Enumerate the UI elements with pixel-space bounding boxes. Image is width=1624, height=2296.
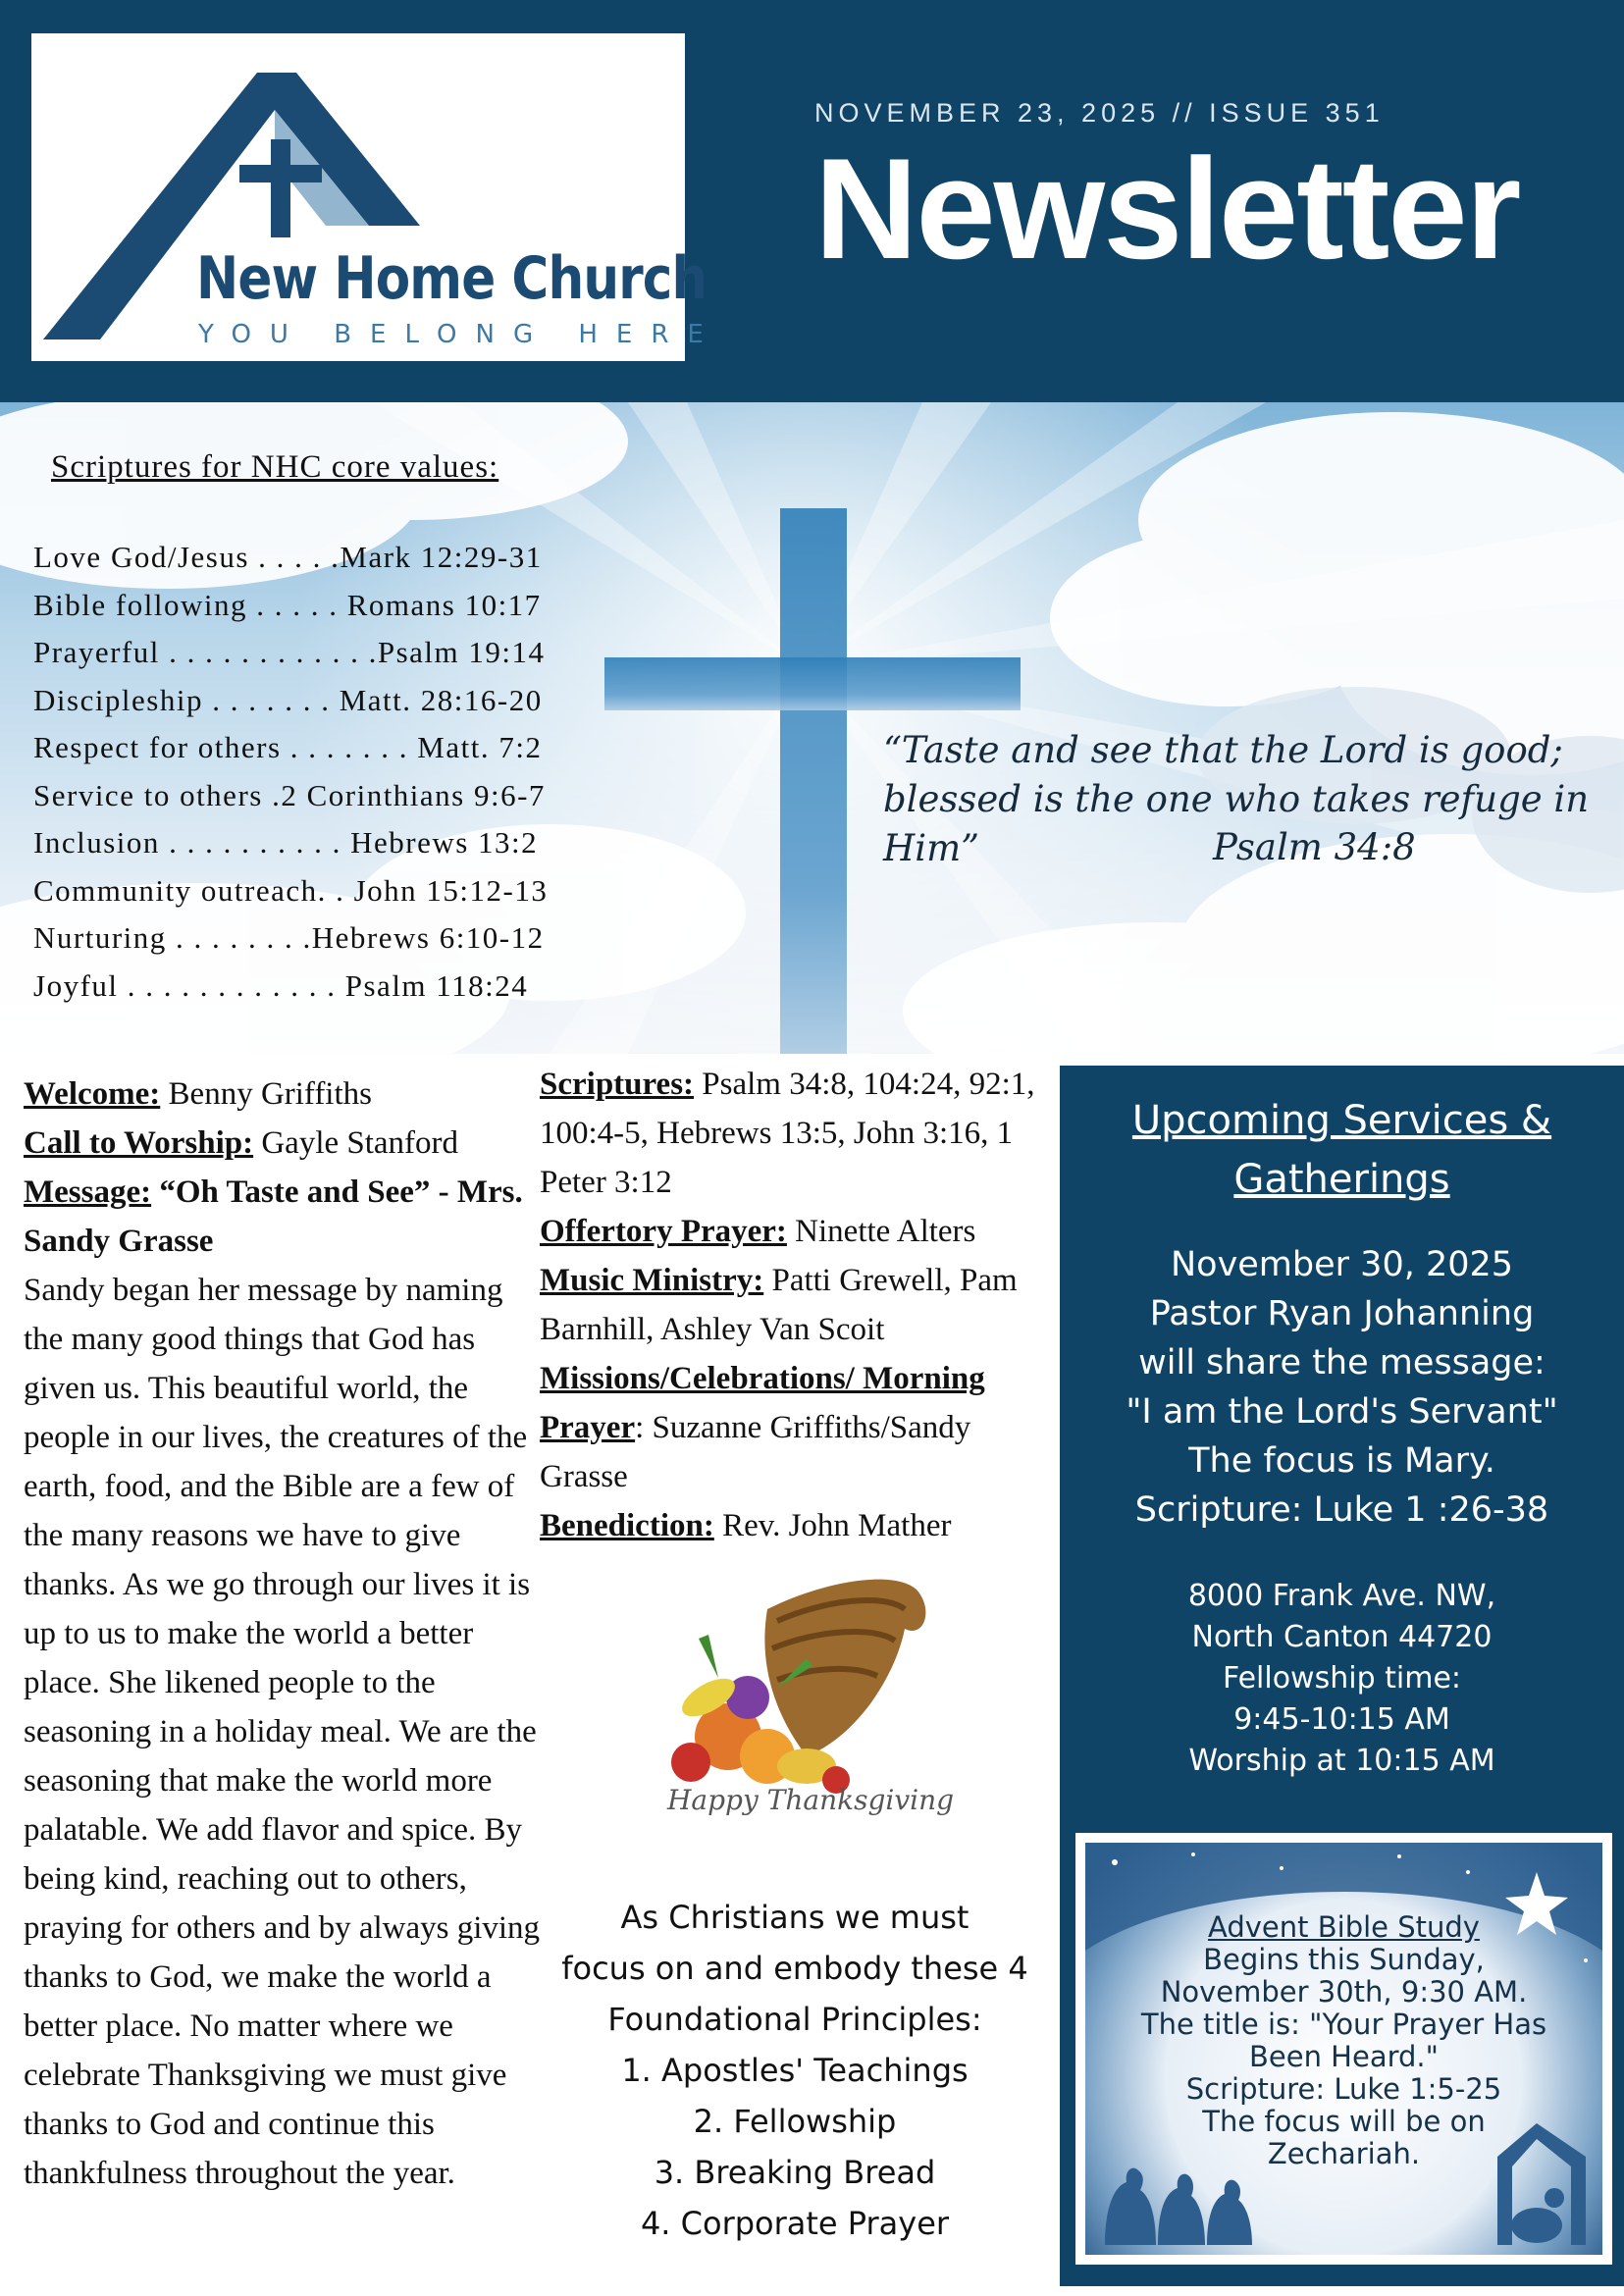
foundational-principles [538,1892,1052,2249]
welcome-label: Welcome: [24,1076,161,1112]
music-ministry-value: Patti Grewell, Pam Barnhill, Ashley Van Scoit [540,1263,1018,1347]
core-values-heading: Scriptures for NHC core values: [51,449,499,485]
church-logo [31,33,722,361]
message-label: Message: [24,1174,152,1210]
benediction-value: Rev. John Mather [713,1508,952,1543]
service-participants-column [540,1060,1050,1550]
welcome-value: Benny Griffiths [160,1076,372,1112]
upcoming-detail-line: will share the message: [1138,1343,1545,1383]
principle-item: 2. Fellowship [693,2103,897,2140]
upcoming-detail-line: Pastor Ryan Johanning [1149,1294,1535,1333]
core-value-item: Community outreach. . John 15:12-13 [33,872,549,908]
message-line [24,1168,544,1266]
core-value-item: Inclusion . . . . . . . . . . Hebrews 13:2 [33,825,539,860]
missions-line [540,1354,1050,1501]
upcoming-service-details [1060,1240,1624,1535]
music-ministry-line [540,1256,1050,1354]
offertory-value: Ninette Alters [786,1214,976,1249]
benediction-line [540,1501,1050,1550]
core-value-item: Love God/Jesus . . . . .Mark 12:29-31 [33,540,543,574]
core-value-item: Prayerful . . . . . . . . . . . .Psalm 19:14 [33,635,546,669]
message-body: Sandy began her message by naming the many good things that God has given us. This beautiful world, the people in our lives, the creatures of the earth, food, and the Bible are a few of the many reasons we have to give thanks. As we go through our lives it is up to us to make the world a better place. She likened people to the seasoning in a holiday meal. We are the seasoning that make the world more palatable. We add flavor and spice. By being kind, reaching out to others, praying for others and by always giving thanks to God, we make the world a better place. No matter where we celebrate Thanksgiving we must give thanks to God and continue this thankfulness throughout the year. [24,1273,541,2191]
offertory-line [540,1207,1050,1256]
address-line: 8000 Frank Ave. NW, [1187,1579,1496,1613]
welcome-line [24,1070,544,1119]
advent-detail-line: November 30th, 9:30 AM. [1160,1975,1528,2009]
scriptures-label: Scriptures: [540,1067,695,1102]
upcoming-services-panel [1060,1066,1624,2286]
core-value-item: Bible following . . . . . Romans 10:17 [33,587,542,622]
newsletter-title: Newsletter [814,129,1520,288]
upcoming-detail-line: November 30, 2025 [1170,1245,1514,1284]
upcoming-detail-line: Scripture: Luke 1 :26-38 [1134,1490,1549,1530]
advent-study-details [1089,1911,1598,2170]
principles-line: Foundational Principles: [607,2001,982,2038]
missions-label: Missions/Celebrations/ Morning Prayer [540,1361,985,1445]
service-summary-column [24,1070,544,2198]
logo-name: New Home Church [196,244,707,313]
masthead [0,0,1624,402]
music-ministry-label: Music Ministry: [540,1263,764,1298]
scriptures-line [540,1060,1050,1207]
advent-bible-study-card [1075,1833,1612,2265]
core-value-item: Service to others .2 Corinthians 9:6-7 [33,777,546,812]
call-to-worship-value: Gayle Stanford [253,1125,459,1161]
benediction-label: Benediction: [540,1508,714,1543]
advent-detail-line: The title is: "Your Prayer Has [1140,2008,1547,2041]
advent-detail-line: Scripture: Luke 1:5-25 [1185,2072,1502,2106]
core-value-item: Joyful . . . . . . . . . . . . Psalm 118:24 [33,967,529,1003]
principle-item: 3. Breaking Bread [654,2154,936,2191]
missions-value: : Suzanne Griffiths/Sandy Grasse [540,1410,971,1494]
core-value-item: Respect for others . . . . . . . Matt. 7:2 [33,730,543,764]
issue-date-line: NOVEMBER 23, 2025 // ISSUE 351 [814,98,1385,128]
upcoming-services-title: Upcoming Services & Gatherings [1131,1098,1552,1202]
advent-study-title: Advent Bible Study [1208,1910,1480,1944]
upcoming-detail-line: "I am the Lord's Servant" [1126,1392,1558,1432]
sky-cross-banner [0,402,1624,1054]
principles-line: As Christians we must [620,1899,969,1936]
address-line: Fellowship time: [1222,1661,1462,1696]
advent-detail-line: The focus will be on [1202,2105,1486,2138]
principles-line: focus on and embody these 4 [561,1950,1028,1987]
call-to-worship-label: Call to Worship: [24,1125,254,1161]
principle-item: 1. Apostles' Teachings [621,2052,969,2089]
core-value-item: Nurturing . . . . . . . .Hebrews 6:10-12 [33,920,545,955]
call-to-worship-line [24,1119,544,1168]
scripture-quote-reference: Psalm 34:8 [1213,826,1416,868]
upcoming-detail-line: The focus is Mary. [1188,1441,1495,1481]
advent-detail-line: Zechariah. [1267,2137,1421,2170]
thanksgiving-caption: Happy Thanksgiving [667,1784,955,1816]
advent-detail-line: Begins this Sunday, [1203,1943,1485,1976]
church-address [1060,1576,1624,1782]
principle-item: 4. Corporate Prayer [640,2205,950,2242]
address-line: Worship at 10:15 AM [1188,1744,1495,1778]
core-values-list [33,534,642,1010]
message-title: “Oh Taste and See” - Mrs. Sandy Grasse [24,1174,523,1259]
scriptures-value: Psalm 34:8, 104:24, 92:1, 100:4-5, Hebrews 13:5, John 3:16, 1 Peter 3:12 [540,1067,1035,1200]
core-value-item: Discipleship . . . . . . . Matt. 28:16-20 [33,682,543,717]
scripture-quote: “Taste and see that the Lord is good; blessed is the one who takes refuge in Him” [883,729,1590,869]
address-line: North Canton 44720 [1191,1620,1493,1654]
address-line: 9:45-10:15 AM [1233,1702,1450,1737]
logo-tagline: YOU BELONG HERE [198,320,722,349]
offertory-label: Offertory Prayer: [540,1214,787,1249]
advent-detail-line: Been Heard." [1249,2040,1439,2073]
